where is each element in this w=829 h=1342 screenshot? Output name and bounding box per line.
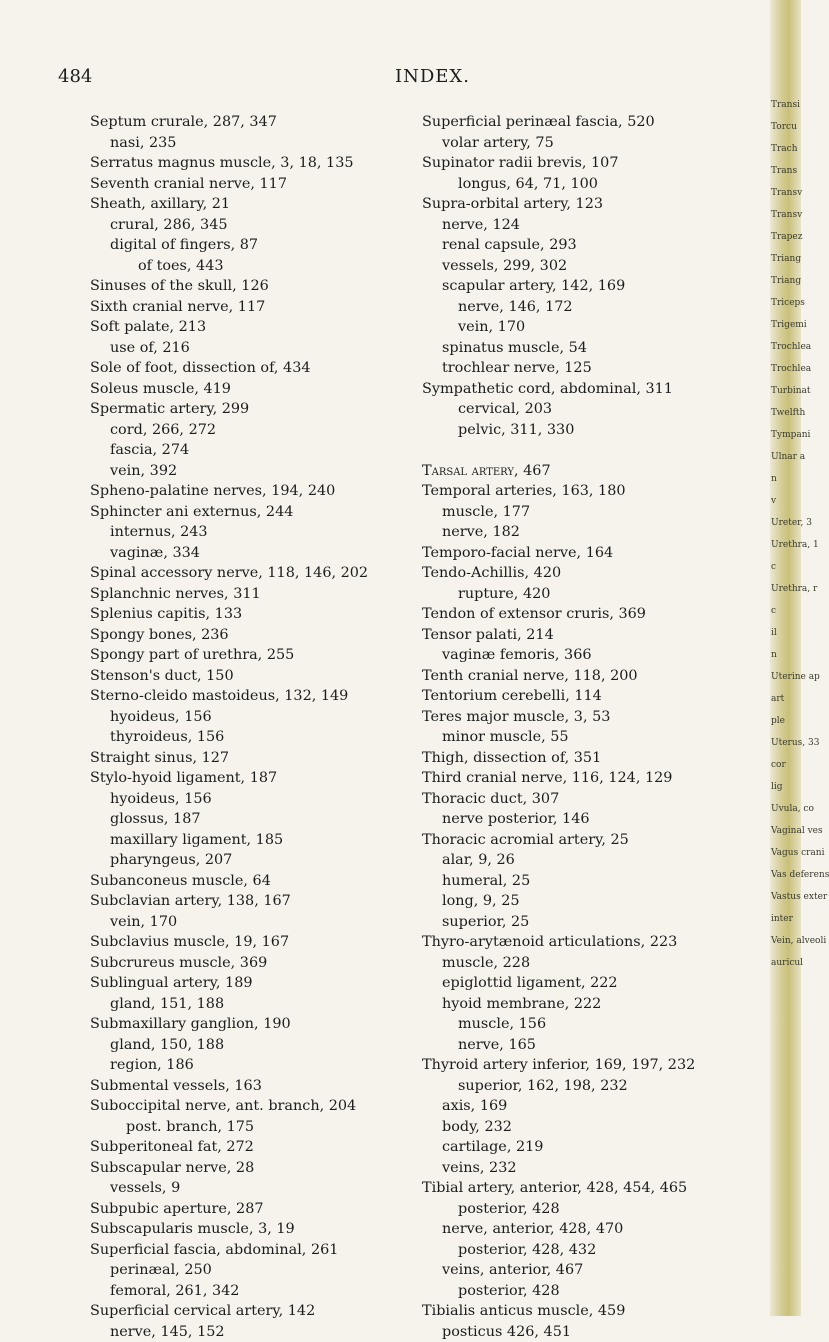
index-entry: hyoideus, 156 <box>90 789 420 810</box>
index-entry: Subscapularis muscle, 3, 19 <box>90 1219 420 1240</box>
index-entry: muscle, 177 <box>422 502 768 523</box>
edge-bleed-word: lig <box>771 782 801 792</box>
index-entry: nasi, 235 <box>90 133 420 154</box>
index-entry: maxillary ligament, 185 <box>90 830 420 851</box>
index-entry: Thyroid artery inferior, 169, 197, 232 <box>422 1055 768 1076</box>
index-entry: region, 186 <box>90 1055 420 1076</box>
index-entry: alar, 9, 26 <box>422 850 768 871</box>
index-entry: posticus 426, 451 <box>422 1322 768 1342</box>
index-entry: vaginæ, 334 <box>90 543 420 564</box>
index-entry: nerve posterior, 146 <box>422 809 768 830</box>
index-entry: Seventh cranial nerve, 117 <box>90 174 420 195</box>
index-entry: Sterno-cleido mastoideus, 132, 149 <box>90 686 420 707</box>
edge-bleed-word: v <box>771 496 801 506</box>
index-entry: Superficial fascia, abdominal, 261 <box>90 1240 420 1261</box>
index-entry: posterior, 428, 432 <box>422 1240 768 1261</box>
index-entry: Sublingual artery, 189 <box>90 973 420 994</box>
page-number: 484 <box>58 66 92 87</box>
index-entry: Stenson's duct, 150 <box>90 666 420 687</box>
index-entry: Supinator radii brevis, 107 <box>422 153 768 174</box>
edge-bleed-word: ple <box>771 716 801 726</box>
index-entry: cartilage, 219 <box>422 1137 768 1158</box>
index-entry: Tarsal artery, 467 <box>422 461 768 482</box>
index-entry: nerve, 124 <box>422 215 768 236</box>
edge-bleed-word: art <box>771 694 801 704</box>
edge-bleed-word: Vastus exter <box>771 892 801 902</box>
index-column-left <box>90 112 420 1342</box>
index-entry: nerve, anterior, 428, 470 <box>422 1219 768 1240</box>
index-entry: Subcrureus muscle, 369 <box>90 953 420 974</box>
index-entry: axis, 169 <box>422 1096 768 1117</box>
index-entry: pelvic, 311, 330 <box>422 420 768 441</box>
index-entry: Septum crurale, 287, 347 <box>90 112 420 133</box>
index-entry: Sixth cranial nerve, 117 <box>90 297 420 318</box>
index-entry: Straight sinus, 127 <box>90 748 420 769</box>
edge-bleed-word: Ulnar a <box>771 452 801 462</box>
index-entry: pharyngeus, 207 <box>90 850 420 871</box>
index-entry: scapular artery, 142, 169 <box>422 276 768 297</box>
index-entry: renal capsule, 293 <box>422 235 768 256</box>
edge-bleed-word: Trapez <box>771 232 801 242</box>
index-entry: Third cranial nerve, 116, 124, 129 <box>422 768 768 789</box>
index-entry: Superficial perinæal fascia, 520 <box>422 112 768 133</box>
index-entry: veins, anterior, 467 <box>422 1260 768 1281</box>
edge-bleed-word: Tympani <box>771 430 801 440</box>
index-entry: Tenth cranial nerve, 118, 200 <box>422 666 768 687</box>
edge-bleed-word: Trach <box>771 144 801 154</box>
index-entry: veins, 232 <box>422 1158 768 1179</box>
index-entry: Submental vessels, 163 <box>90 1076 420 1097</box>
edge-bleed-word: Uvula, co <box>771 804 801 814</box>
index-entry: Superficial cervical artery, 142 <box>90 1301 420 1322</box>
index-entry: post. branch, 175 <box>90 1117 420 1138</box>
edge-bleed-word: Trans <box>771 166 801 176</box>
edge-bleed-word: auricul <box>771 958 801 968</box>
index-entry: Tentorium cerebelli, 114 <box>422 686 768 707</box>
index-entry: Sympathetic cord, abdominal, 311 <box>422 379 768 400</box>
edge-bleed-word: Uterus, 33 <box>771 738 801 748</box>
index-entry <box>422 440 768 461</box>
index-entry: glossus, 187 <box>90 809 420 830</box>
edge-bleed-word: n <box>771 650 801 660</box>
index-entry: trochlear nerve, 125 <box>422 358 768 379</box>
index-entry: spinatus muscle, 54 <box>422 338 768 359</box>
index-entry: hyoid membrane, 222 <box>422 994 768 1015</box>
index-entry: femoral, 261, 342 <box>90 1281 420 1302</box>
index-entry: Serratus magnus muscle, 3, 18, 135 <box>90 153 420 174</box>
index-entry: use of, 216 <box>90 338 420 359</box>
index-entry: body, 232 <box>422 1117 768 1138</box>
index-column-right <box>422 112 768 1342</box>
edge-bleed-word: Transv <box>771 210 801 220</box>
index-entry: vein, 170 <box>422 317 768 338</box>
index-entry: Subclavian artery, 138, 167 <box>90 891 420 912</box>
index-entry: Tendo-Achillis, 420 <box>422 563 768 584</box>
edge-bleed-word: Transi <box>771 100 801 110</box>
index-entry: Thigh, dissection of, 351 <box>422 748 768 769</box>
index-entry: vein, 170 <box>90 912 420 933</box>
index-entry: vaginæ femoris, 366 <box>422 645 768 666</box>
edge-bleed-word: n <box>771 474 801 484</box>
index-entry: Subpubic aperture, 287 <box>90 1199 420 1220</box>
running-head: INDEX. <box>395 66 470 87</box>
edge-bleed-word: Trochlea <box>771 342 801 352</box>
index-entry: Spongy part of urethra, 255 <box>90 645 420 666</box>
index-entry: Thyro-arytænoid articulations, 223 <box>422 932 768 953</box>
index-entry: Teres major muscle, 3, 53 <box>422 707 768 728</box>
index-entry: muscle, 228 <box>422 953 768 974</box>
index-entry: Temporal arteries, 163, 180 <box>422 481 768 502</box>
edge-bleed-word: Triang <box>771 254 801 264</box>
index-entry: longus, 64, 71, 100 <box>422 174 768 195</box>
edge-bleed-word: Urethra, 1 <box>771 540 801 550</box>
index-entry: Tensor palati, 214 <box>422 625 768 646</box>
index-entry: long, 9, 25 <box>422 891 768 912</box>
index-entry: Spermatic artery, 299 <box>90 399 420 420</box>
index-entry: Sheath, axillary, 21 <box>90 194 420 215</box>
index-entry: posterior, 428 <box>422 1199 768 1220</box>
index-entry: internus, 243 <box>90 522 420 543</box>
index-entry: cord, 266, 272 <box>90 420 420 441</box>
index-entry: gland, 150, 188 <box>90 1035 420 1056</box>
edge-bleed-word: Vein, alveoli <box>771 936 801 946</box>
edge-bleed-word: Twelfth <box>771 408 801 418</box>
edge-bleed-word: c <box>771 606 801 616</box>
edge-bleed-word: Urethra, r <box>771 584 801 594</box>
index-entry: thyroideus, 156 <box>90 727 420 748</box>
index-entry: rupture, 420 <box>422 584 768 605</box>
edge-bleed-word: inter <box>771 914 801 924</box>
index-entry: Tibial artery, anterior, 428, 454, 465 <box>422 1178 768 1199</box>
edge-bleed-word: il <box>771 628 801 638</box>
edge-bleed-word: Turbinat <box>771 386 801 396</box>
index-entry: Tendon of extensor cruris, 369 <box>422 604 768 625</box>
index-entry: hyoideus, 156 <box>90 707 420 728</box>
edge-bleed-word: Triang <box>771 276 801 286</box>
index-entry: crural, 286, 345 <box>90 215 420 236</box>
index-entry: nerve, 145, 152 <box>90 1322 420 1342</box>
edge-bleed-word: Ureter, 3 <box>771 518 801 528</box>
edge-bleed-word: Torcu <box>771 122 801 132</box>
index-entry: Spongy bones, 236 <box>90 625 420 646</box>
index-entry: Subanconeus muscle, 64 <box>90 871 420 892</box>
index-entry: Subclavius muscle, 19, 167 <box>90 932 420 953</box>
index-entry: of toes, 443 <box>90 256 420 277</box>
index-entry: superior, 25 <box>422 912 768 933</box>
index-entry: epiglottid ligament, 222 <box>422 973 768 994</box>
index-entry: Thoracic acromial artery, 25 <box>422 830 768 851</box>
index-entry: Supra-orbital artery, 123 <box>422 194 768 215</box>
edge-bleed-word: Vas deferens <box>771 870 801 880</box>
index-entry: digital of fingers, 87 <box>90 235 420 256</box>
index-entry: vessels, 299, 302 <box>422 256 768 277</box>
index-entry: cervical, 203 <box>422 399 768 420</box>
edge-bleed-word: Triceps <box>771 298 801 308</box>
index-entry: Splanchnic nerves, 311 <box>90 584 420 605</box>
index-entry: posterior, 428 <box>422 1281 768 1302</box>
index-entry: Spheno-palatine nerves, 194, 240 <box>90 481 420 502</box>
edge-bleed-word: Uterine ap <box>771 672 801 682</box>
index-entry: superior, 162, 198, 232 <box>422 1076 768 1097</box>
index-entry: vessels, 9 <box>90 1178 420 1199</box>
edge-bleed-word: Vaginal ves <box>771 826 801 836</box>
index-entry: volar artery, 75 <box>422 133 768 154</box>
edge-bleed-word: Vagus crani <box>771 848 801 858</box>
edge-bleed-word: c <box>771 562 801 572</box>
index-entry: Submaxillary ganglion, 190 <box>90 1014 420 1035</box>
index-entry: Splenius capitis, 133 <box>90 604 420 625</box>
index-entry: muscle, 156 <box>422 1014 768 1035</box>
edge-bleed-word: Trochlea <box>771 364 801 374</box>
index-entry: Stylo-hyoid ligament, 187 <box>90 768 420 789</box>
index-entry: nerve, 165 <box>422 1035 768 1056</box>
index-entry: nerve, 146, 172 <box>422 297 768 318</box>
index-entry: humeral, 25 <box>422 871 768 892</box>
index-entry: Spinal accessory nerve, 118, 146, 202 <box>90 563 420 584</box>
index-entry: Soft palate, 213 <box>90 317 420 338</box>
index-entry: perinæal, 250 <box>90 1260 420 1281</box>
index-entry: Sinuses of the skull, 126 <box>90 276 420 297</box>
edge-bleed-word: Trigemi <box>771 320 801 330</box>
index-entry: minor muscle, 55 <box>422 727 768 748</box>
index-entry: Soleus muscle, 419 <box>90 379 420 400</box>
index-entry: Sphincter ani externus, 244 <box>90 502 420 523</box>
index-entry: vein, 392 <box>90 461 420 482</box>
index-entry: Thoracic duct, 307 <box>422 789 768 810</box>
index-entry: Subscapular nerve, 28 <box>90 1158 420 1179</box>
index-entry: Sole of foot, dissection of, 434 <box>90 358 420 379</box>
edge-bleed-word: cor <box>771 760 801 770</box>
index-entry: Tibialis anticus muscle, 459 <box>422 1301 768 1322</box>
index-entry: Suboccipital nerve, ant. branch, 204 <box>90 1096 420 1117</box>
index-entry: nerve, 182 <box>422 522 768 543</box>
edge-bleed-word: Transv <box>771 188 801 198</box>
index-entry: Subperitoneal fat, 272 <box>90 1137 420 1158</box>
index-entry: gland, 151, 188 <box>90 994 420 1015</box>
index-entry: Temporo-facial nerve, 164 <box>422 543 768 564</box>
index-entry: fascia, 274 <box>90 440 420 461</box>
